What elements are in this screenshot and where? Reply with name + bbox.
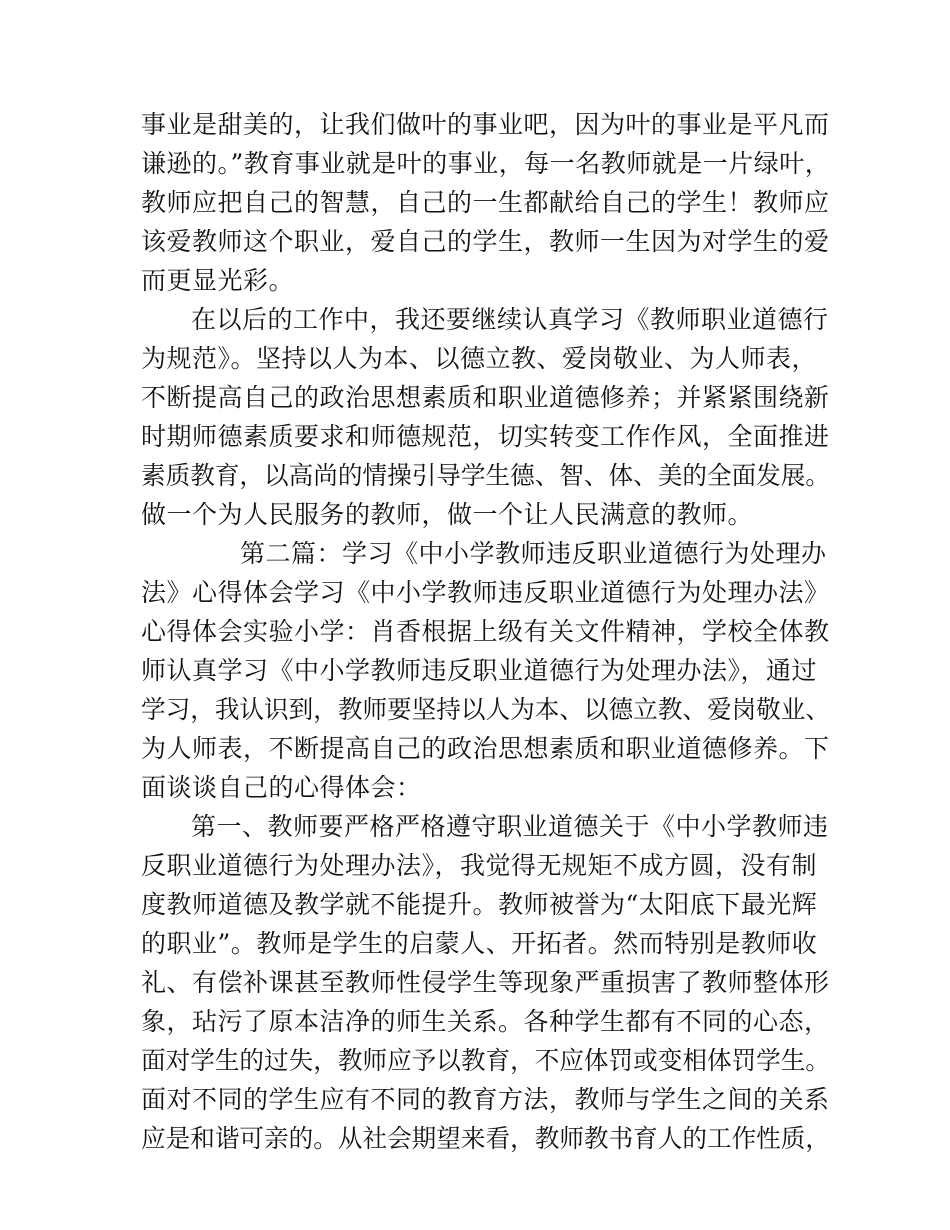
text-line: 时期师德素质要求和师德规范，切实转变工作作风，全面推进 xyxy=(141,422,830,451)
text-line: 法》心得体会学习《中小学教师违反职业道德行为处理办法》 xyxy=(141,578,830,607)
text-line: 不断提高自己的政治思想素质和职业道德修养；并紧紧围绕新 xyxy=(141,383,830,412)
text-line: 度教师道德及教学就不能提升。教师被誉为“太阳底下最光辉 xyxy=(141,890,818,919)
text-line: 为人师表，不断提高自己的政治思想素质和职业道德修养。下 xyxy=(141,734,830,763)
text-line: 做一个为人民服务的教师，做一个让人民满意的教师。 xyxy=(141,500,754,529)
text-line: 事业是甜美的，让我们做叶的事业吧，因为叶的事业是平凡而 xyxy=(141,110,830,139)
text-line: 反职业道德行为处理办法》，我觉得无规矩不成方圆，没有制 xyxy=(141,851,818,880)
text-line: 的职业”。教师是学生的启蒙人、开拓者。然而特别是教师收 xyxy=(141,929,818,958)
section-heading-line: 第二篇：学习《中小学教师违反职业道德行为处理办 xyxy=(240,539,827,568)
text-line: 教师应把自己的智慧，自己的一生都献给自己的学生！教师应 xyxy=(141,188,830,217)
text-line: 象，玷污了原本洁净的师生关系。各种学生都有不同的心态， xyxy=(141,1007,830,1036)
text-line: 而更显光彩。 xyxy=(141,266,295,295)
text-line: 为规范》。坚持以人为本、以德立教、爱岗敬业、为人师表， xyxy=(141,344,818,373)
text-line: 师认真学习《中小学教师违反职业道德行为处理办法》，通过 xyxy=(141,656,818,685)
text-line: 心得体会实验小学：肖香根据上级有关文件精神，学校全体教 xyxy=(141,617,830,646)
text-line: 面对不同的学生应有不同的教育方法，教师与学生之间的关系 xyxy=(141,1085,830,1114)
text-line: 应是和谐可亲的。从社会期望来看，教师教书育人的工作性质， xyxy=(141,1124,831,1153)
text-line: 素质教育，以高尚的情操引导学生德、智、体、美的全面发展。 xyxy=(141,461,831,490)
text-line: 礼、有偿补课甚至教师性侵学生等现象严重损害了教师整体形 xyxy=(141,968,830,997)
text-line: 面对学生的过失，教师应予以教育，不应体罚或变相体罚学生。 xyxy=(141,1046,831,1075)
text-line: 该爱教师这个职业，爱自己的学生，教师一生因为对学生的爱 xyxy=(141,227,830,256)
text-line: 面谈谈自己的心得体会： xyxy=(141,773,422,802)
paragraph-start-line: 第一、教师要严格严格遵守职业道德关于《中小学教师违 xyxy=(191,812,829,841)
paragraph-start-line: 在以后的工作中，我还要继续认真学习《教师职业道德行 xyxy=(191,305,829,334)
text-line: 谦逊的。”教育事业就是叶的事业，每一名教师就是一片绿叶， xyxy=(141,149,831,178)
text-line: 学习，我认识到，教师要坚持以人为本、以德立教、爱岗敬业、 xyxy=(141,695,831,724)
